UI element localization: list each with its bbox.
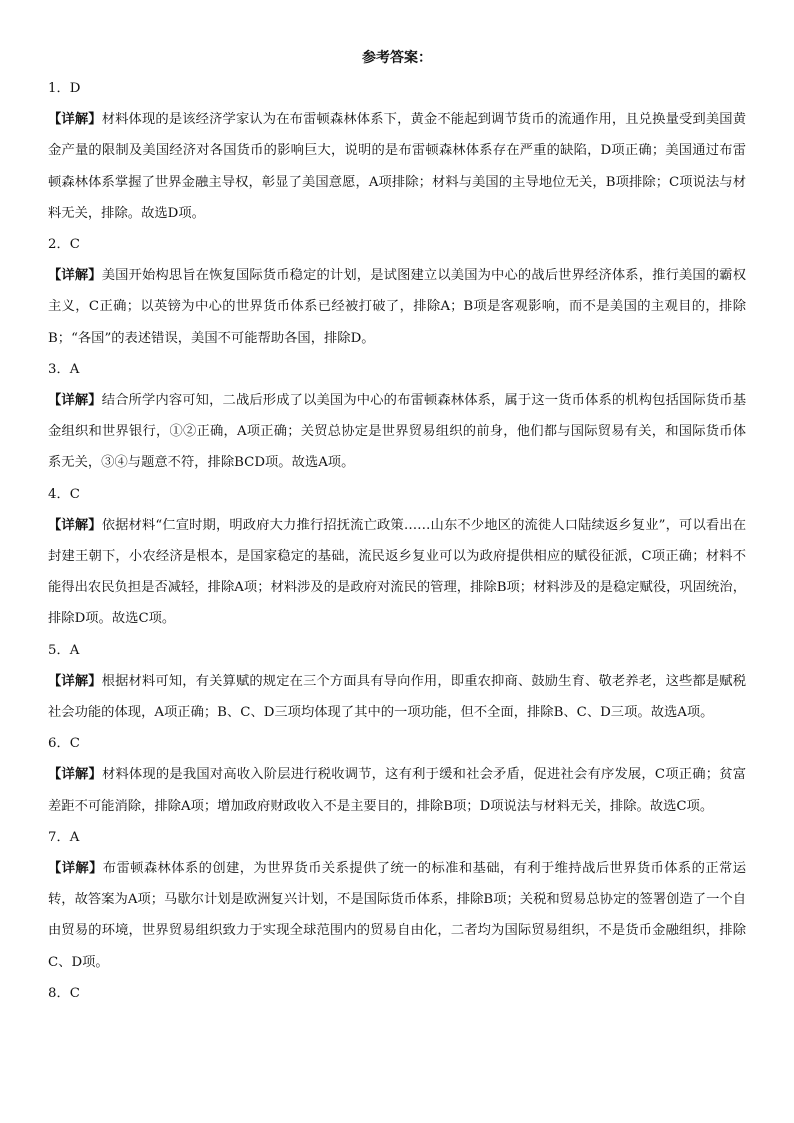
- explanation-text: 材料体现的是该经济学家认为在布雷顿森林体系下，黄金不能起到调节货币的流通作用，且兑换量受到美国黄金产量的限制及美国经济对各国货币的影响巨大，说明的是布雷顿森林体系存在严重的缺陷，D项正确；美国通过布雷顿森林体系掌握了世界金融主导权，彰显了美国意愿，A项排除；材料与美国的主导地位无关，B项排除；C项说法与材料无关，排除。故选D项。: [48, 112, 746, 221]
- answer-list: [48, 73, 746, 1009]
- answer-number-5: 5．A: [48, 642, 80, 658]
- answer-explanation-6: [48, 759, 746, 821]
- answer-number-2: 2．C: [48, 237, 80, 252]
- detail-tag: 【详解】: [48, 673, 102, 689]
- answer-explanation-3: [48, 385, 746, 479]
- explanation-text: 材料体现的是我国对高收入阶层进行税收调节，这有利于缓和社会矛盾，促进社会有序发展，C项正确；贫富差距不可能消除，排除A项；增加政府财政收入不是主要目的，排除B项；D项说法与材料无关，排除。故选C项。: [48, 767, 746, 814]
- explanation-text: 布雷顿森林体系的创建，为世界货币关系提供了统一的标准和基础，有利于维持战后世界货币体系的正常运转，故答案为A项；马歇尔计划是欧洲复兴计划，不是国际货币体系，排除B项；关税和贸易总协定的签署创造了一个自由贸易的环境，世界贸易组织致力于实现全球范围内的贸易自由化，二者均为国际贸易组织，不是货币金融组织，排除C、D项。: [48, 860, 747, 970]
- explanation-text: 依据材料“仁宣时期，明政府大力推行招抚流亡政策……山东不少地区的流徙人口陆续返乡复业”，可以看出在封建王朝下，小农经济是根本，是国家稳定的基础，流民返乡复业可以为政府提供相应的赋役征派，C项正确；材料不能得出农民负担是否减轻，排除A项；材料涉及的是政府对流民的管理，排除B项；材料涉及的是稳定赋役，巩固统治，排除D项。故选C项。: [48, 517, 746, 627]
- detail-tag: 【详解】: [48, 392, 102, 408]
- answer-number-6: 6．C: [48, 736, 80, 752]
- detail-tag: 【详解】: [48, 767, 102, 783]
- answer-number-8: 8．C: [48, 985, 80, 1001]
- answer-explanation-2: [48, 260, 746, 354]
- explanation-text: 结合所学内容可知，二战后形成了以美国为中心的布雷顿森林体系，属于这一货币体系的机构包括国际货币基金组织和世界银行，①②正确，A项正确；关贸总协定是世界贸易组织的前身，他们都与国际贸易有关，和国际货币体系无关，③④与题意不符，排除BCD项。故选A项。: [48, 392, 746, 471]
- answer-explanation-4: [48, 510, 746, 635]
- detail-tag: 【详解】: [48, 268, 102, 284]
- detail-tag: 【详解】: [48, 517, 102, 533]
- explanation-text: 美国开始构思旨在恢复国际货币稳定的计划，是试图建立以美国为中心的战后世界经济体系，推行美国的霸权主义，C正确；以英镑为中心的世界货币体系已经被打破了，排除A；B项是客观影响，而不是美国的主观目的，排除B；“各国”的表述错误，美国不可能帮助各国，排除D。: [48, 268, 746, 346]
- answer-explanation-7: [48, 853, 746, 978]
- detail-tag: 【详解】: [48, 860, 103, 876]
- explanation-text: 根据材料可知，有关算赋的规定在三个方面具有导向作用，即重农抑商、鼓励生育、敬老养老，这些都是赋税社会功能的体现，A项正确；B、C、D三项均体现了其中的一项功能，但不全面，排除B、C、D三项。故选A项。: [48, 673, 746, 720]
- answer-number-1: 1．D: [48, 81, 81, 96]
- page-title: 参考答案：: [362, 50, 432, 66]
- answer-number-3: 3．A: [48, 361, 80, 377]
- answer-explanation-5: [48, 666, 746, 728]
- answer-number-4: 4．C: [48, 486, 80, 502]
- detail-tag: 【详解】: [48, 112, 102, 128]
- answer-explanation-1: [48, 104, 746, 229]
- answer-number-7: 7．A: [48, 829, 80, 845]
